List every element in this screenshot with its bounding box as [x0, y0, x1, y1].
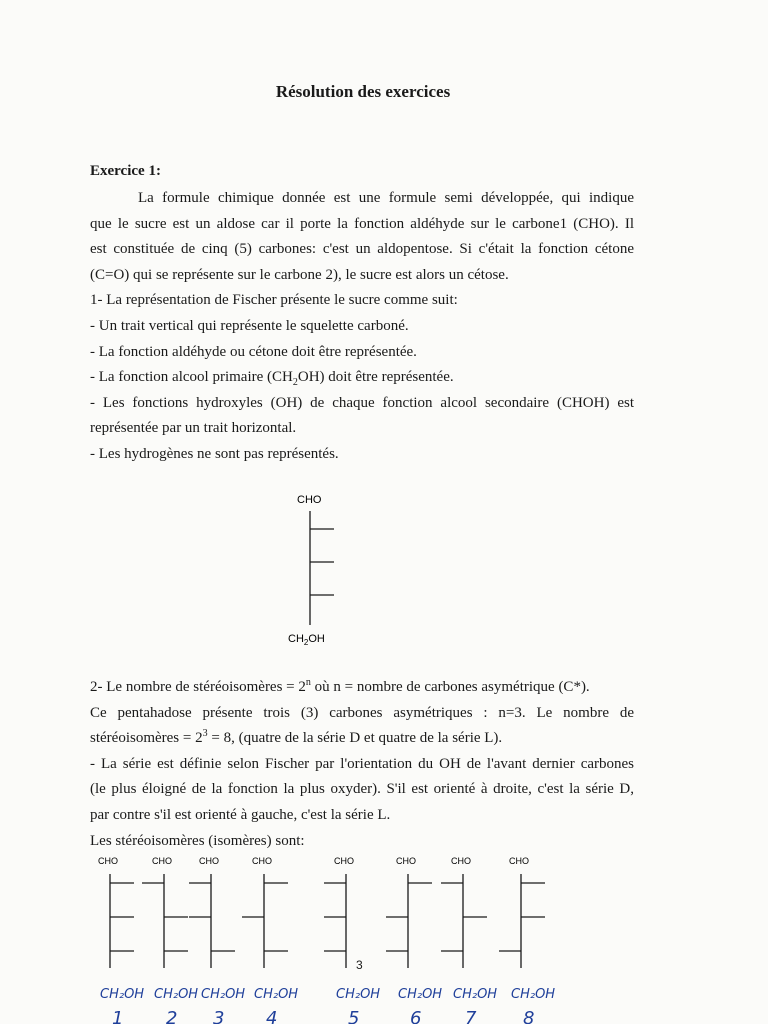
intro-line: que le sucre est un aldose car il porte la fonction aldéhyde sur le carbone1 (CHO). Il: [90, 215, 634, 232]
isomer-bottom-label: CH₂OH: [100, 987, 145, 1002]
intro-line: est constituée de cinq (5) carbones: c'est un aldopentose. Si c'était la fonction cétone: [90, 241, 634, 258]
stereoisomer-paragraph: [90, 675, 634, 854]
bullet-item: - Les fonctions hydroxyles (OH) de chaque fonction alcool secondaire (CHOH) est: [90, 394, 634, 411]
isomer-number: 7: [465, 1008, 477, 1024]
isomer-bottom-label: CH₂OH: [398, 987, 443, 1002]
subscript: 2: [292, 377, 298, 389]
isomer-top-label: CHO: [252, 856, 272, 866]
isomer-top-label: CHO: [334, 856, 354, 866]
isomer-number: 6: [410, 1008, 422, 1024]
isomer-number: 5: [348, 1008, 360, 1024]
isomer-top-label: CHO: [152, 856, 172, 866]
isomer-number: 2: [166, 1008, 178, 1024]
isomer-bottom-label: CH₂OH: [453, 987, 498, 1002]
isomer-bottom-label: CH₂OH: [254, 987, 299, 1002]
isomer-top-label: CHO: [199, 856, 219, 866]
isomer-2: [142, 856, 198, 1024]
serie-line: par contre s'il est orienté à gauche, c'est la série L.: [90, 806, 391, 823]
isomer-6: [386, 856, 442, 1024]
stereo-line: stéréoisomères = $2^3 = 8$, (quatre de la série D et quatre de la série L).: [90, 728, 503, 747]
isomer-7: [441, 856, 497, 1024]
serie-line: - La série est définie selon Fischer par l'orientation du OH de l'avant dernier carbones: [90, 755, 634, 772]
fischer-bottom-label: $CH_2OH$: [288, 633, 325, 647]
isomers-heading: Les stéréoisomères (isomères) sont:: [90, 832, 305, 849]
isomer-bottom-label: CH₂OH: [511, 987, 556, 1002]
bullet-item: - La fonction aldéhyde ou cétone doit être représentée.: [90, 343, 417, 360]
bullet-text: - La fonction alcool primaire (CH: [90, 369, 293, 386]
page-number: 3: [356, 958, 363, 972]
intro-paragraph: [90, 186, 634, 468]
isomer-top-label: CHO: [98, 856, 118, 866]
isomer-8: [499, 856, 555, 1024]
isomer-number: 1: [112, 1008, 124, 1024]
isomer-number: 3: [213, 1008, 225, 1024]
page-title: Résolution des exercices: [275, 82, 451, 101]
isomer-bottom-label: CH₂OH: [154, 987, 199, 1002]
bullet-item: [90, 365, 634, 391]
exercise-heading: Exercice 1:: [90, 163, 161, 179]
isomers-figure: [0, 848, 768, 1024]
bullet-item: - Les hydrogènes ne sont pas représentés.: [90, 445, 339, 462]
fischer-intro: 1- La représentation de Fischer présente le sucre comme suit:: [90, 292, 458, 309]
stereo-count-line: 2- Le nombre de stéréoisomères = $2^n$ où n = nombre de carbones asymétrique (C*).: [90, 677, 590, 695]
bullet-item-continued: représentée par un trait horizontal.: [90, 420, 297, 437]
stereo-line: Ce pentahadose présente trois (3) carbones asymétriques : n=3. Le nombre de: [90, 704, 634, 721]
fischer-projection-main: [270, 485, 390, 650]
isomer-number: 4: [266, 1008, 278, 1024]
isomer-top-label: CHO: [451, 856, 471, 866]
isomer-top-label: CHO: [509, 856, 529, 866]
isomer-bottom-label: CH₂OH: [201, 987, 246, 1002]
serie-line: (le plus éloigné de la fonction la plus oxyder). S'il est orienté à droite, c'est la série D,: [90, 781, 634, 798]
isomer-4: [242, 856, 298, 1024]
bullet-item: - Un trait vertical qui représente le squelette carboné.: [90, 317, 409, 334]
isomer-1: [98, 856, 144, 1024]
fischer-top-label: CHO: [297, 494, 322, 506]
isomer-bottom-label: CH₂OH: [336, 987, 381, 1002]
isomer-number: 8: [523, 1008, 535, 1024]
bullet-text: OH) doit être représentée.: [297, 369, 454, 386]
isomer-top-label: CHO: [396, 856, 416, 866]
intro-line: La formule chimique donnée est une formule semi développée, qui indique: [138, 190, 634, 206]
intro-line: (C=O) qui se représente sur le carbone 2), le sucre est alors un cétose.: [90, 266, 509, 283]
isomer-5: [324, 856, 380, 1024]
